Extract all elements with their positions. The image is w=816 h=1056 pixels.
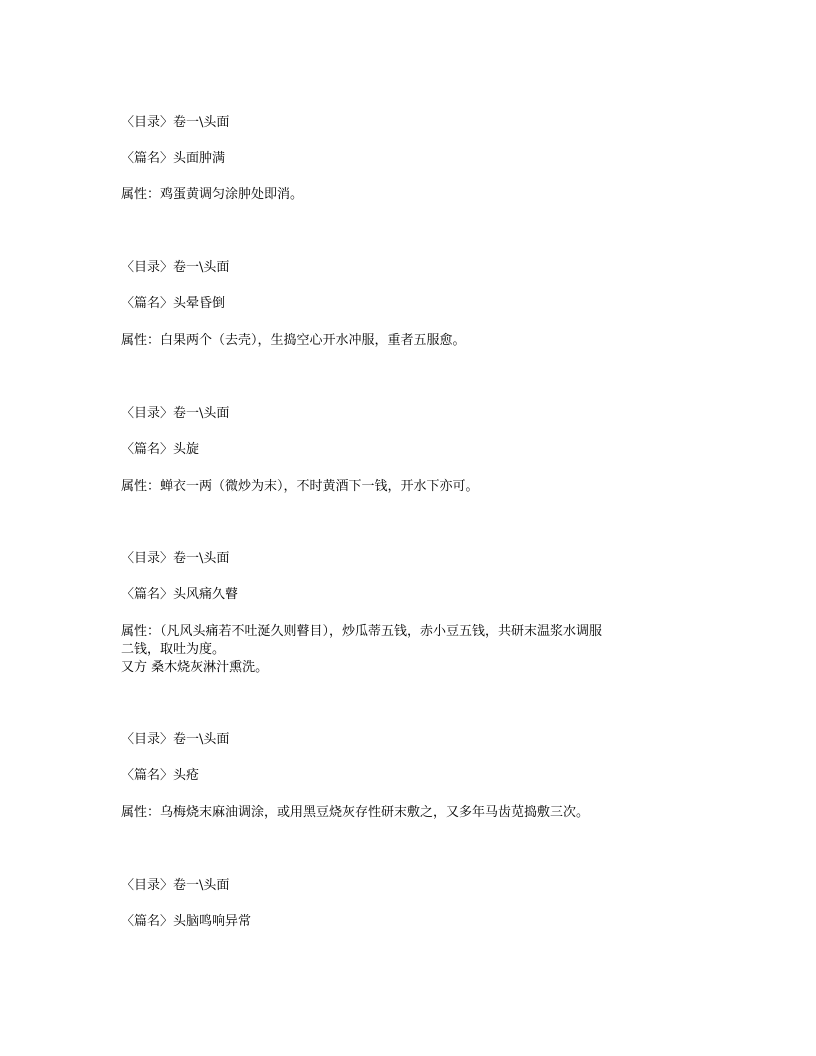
attribute-text: 属性：鸡蛋黄调匀涂肿处即消。 [121,187,304,202]
attribute-text: 属性：白果两个（去壳），生捣空心开水冲服，重者五服愈。 [121,333,466,348]
catalog-line: 〈目录〉卷一\头面 [121,406,230,421]
chapter-title: 〈篇名〉头风痛久瞽 [121,587,239,602]
catalog-line: 〈目录〉卷一\头面 [121,551,230,566]
catalog-line: 〈目录〉卷一\头面 [121,732,230,747]
chapter-title: 〈篇名〉头面肿满 [121,151,226,166]
chapter-title: 〈篇名〉头脑鸣响异常 [121,914,252,929]
chapter-title: 〈篇名〉头旋 [121,442,200,457]
attribute-text: 属性：蝉衣一两（微炒为末），不时黄酒下一钱，开水下亦可。 [121,479,479,494]
attribute-text: 属性：乌梅烧末麻油调涂，或用黑豆烧灰存性研末敷之，又多年马齿苋捣敷三次。 [121,805,590,820]
attribute-text: 属性：（凡风头痛若不吐涎久则瞽目），炒瓜蒂五钱，赤小豆五钱，共研末温浆水调服 [121,624,603,639]
attribute-text: 二钱，取吐为度。 [121,642,226,657]
catalog-line: 〈目录〉卷一\头面 [121,115,230,130]
catalog-line: 〈目录〉卷一\头面 [121,878,230,893]
chapter-title: 〈篇名〉头晕昏倒 [121,296,226,311]
chapter-title: 〈篇名〉头疮 [121,768,200,783]
attribute-text: 又方 桑木烧灰淋汁熏洗。 [121,660,269,675]
catalog-line: 〈目录〉卷一\头面 [121,260,230,275]
